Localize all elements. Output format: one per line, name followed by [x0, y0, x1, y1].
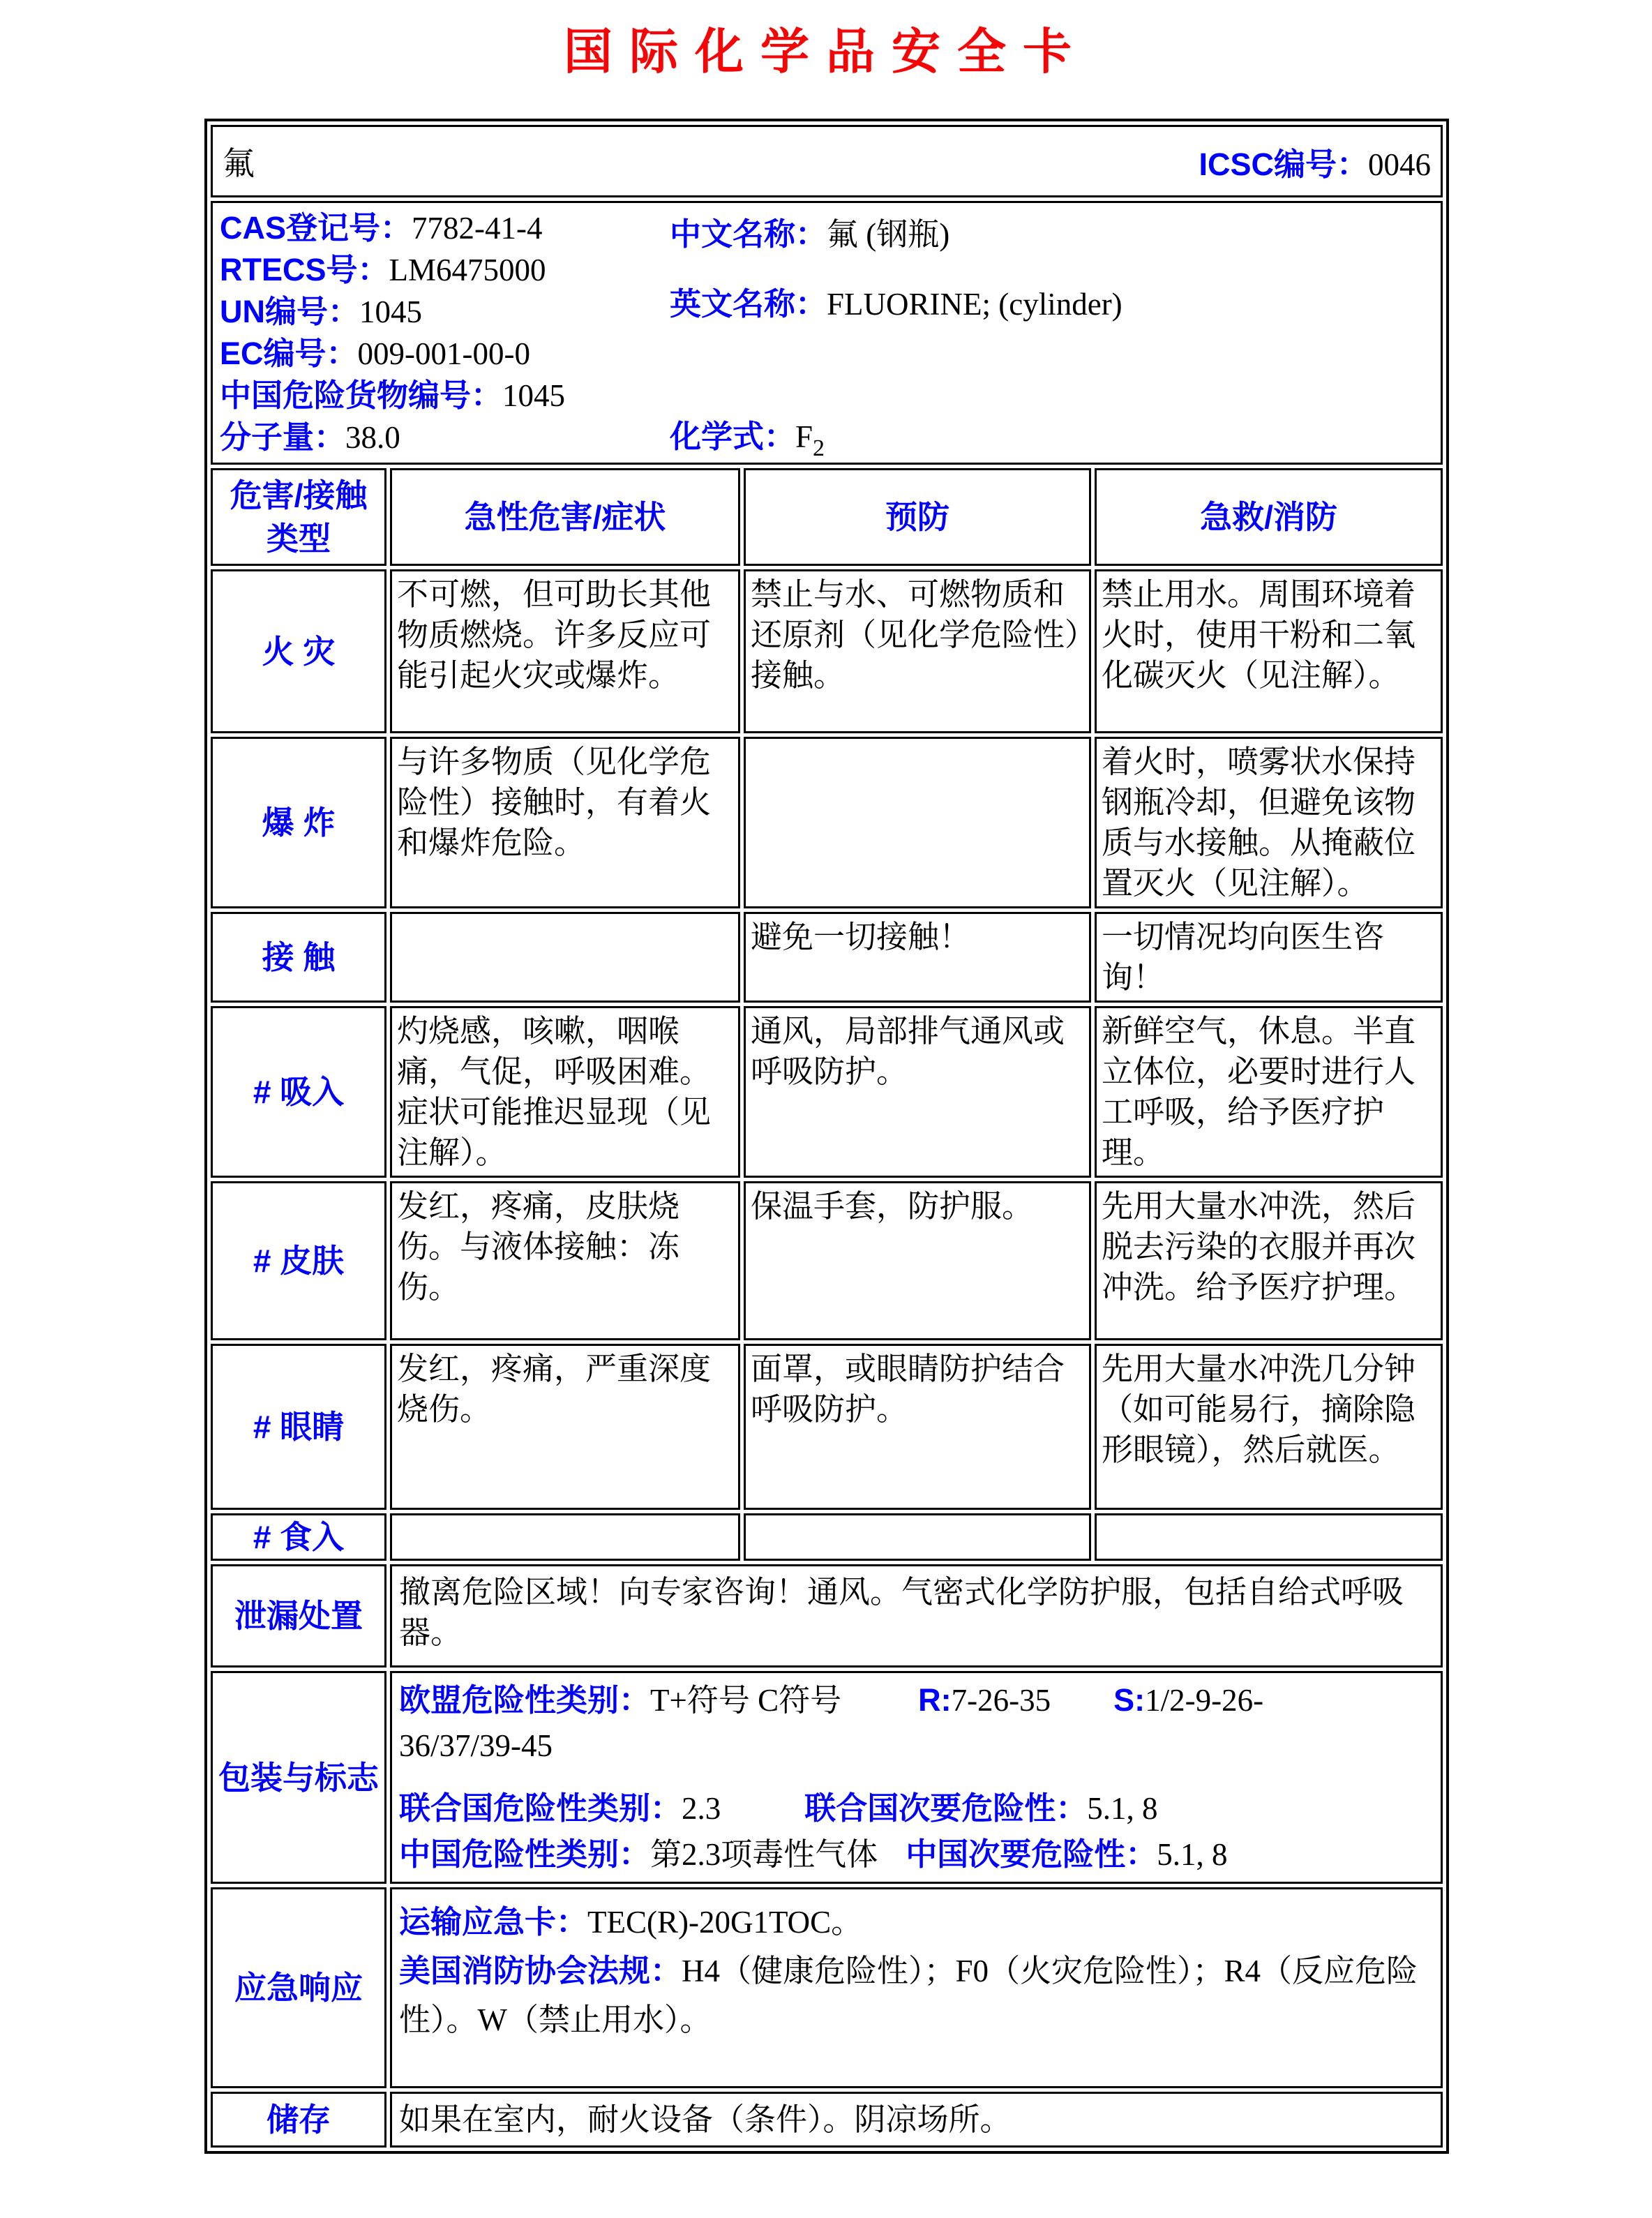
emergency-content	[390, 1887, 1443, 2088]
table-row-ingestion	[211, 1513, 1443, 1561]
eyes-firstaid: 先用大量水冲洗几分钟（如可能易行，摘除隐形眼镜），然后就医。	[1095, 1344, 1443, 1510]
header-firstaid-firefighting: 急救/消防	[1095, 468, 1443, 566]
english-name-label: 英文名称：	[670, 286, 827, 322]
fire-prevention: 禁止与水、可燃物质和还原剂（见化学危险性）接触。	[744, 569, 1091, 733]
table-row-spillage	[211, 1564, 1443, 1668]
packaging-content	[390, 1671, 1443, 1884]
chemical-formula-subscript: 2	[813, 435, 825, 461]
chemical-formula-base: F	[795, 419, 813, 454]
nfpa-code-value: H4（健康危险性）；F0（火灾危险性）；R4（反应危险性）。W（禁止用水）。	[399, 1954, 1418, 2037]
row-label-packaging: 包装与标志	[211, 1671, 386, 1884]
table-row-packaging	[211, 1671, 1443, 1884]
china-subsidiary-risks-label: 中国次要危险性：	[906, 1836, 1157, 1872]
eyes-prevention: 面罩，或眼睛防护结合呼吸防护。	[744, 1344, 1091, 1510]
table-row-eyes	[211, 1344, 1443, 1510]
transport-emergency-card-value: TEC(R)-20G1TOC。	[587, 1905, 863, 1940]
icsc-number-label: ICSC编号：	[1199, 146, 1368, 182]
un-hazard-class-value: 2.3	[682, 1791, 721, 1826]
icsc-number-value: 0046	[1368, 147, 1431, 182]
s-phrases-value-continued: 36/37/39-45	[399, 1728, 553, 1763]
table-row-skin	[211, 1181, 1443, 1340]
china-dg-number-line	[220, 375, 1434, 417]
table-row-storage	[211, 2092, 1443, 2148]
cas-number-label: CAS登记号：	[220, 210, 412, 246]
header-acute-hazards: 急性危害/症状	[390, 468, 740, 566]
row-label-exposure: 接 触	[211, 912, 386, 1003]
skin-firstaid: 先用大量水冲洗，然后脱去污染的衣服并再次冲洗。给予医疗护理。	[1095, 1181, 1443, 1340]
exposure-firstaid: 一切情况均向医生咨询！	[1095, 912, 1443, 1003]
nfpa-code-line	[399, 1947, 1434, 2044]
header-hazard-type-line1: 危害/接触	[230, 477, 368, 514]
molecular-weight-value: 38.0	[345, 420, 400, 455]
row-label-emergency: 应急响应	[211, 1887, 386, 2088]
table-row-explosion	[211, 737, 1443, 908]
s-phrases-value: 1/2-9-26-	[1145, 1683, 1264, 1718]
packaging-un-line	[399, 1785, 1434, 1831]
eu-hazard-class-value: T+符号 C符号	[650, 1683, 842, 1718]
molecular-weight-label: 分子量：	[220, 419, 346, 455]
un-number-label: UN编号：	[220, 294, 359, 329]
header-prevention: 预防	[744, 468, 1091, 566]
china-dg-number-value: 1045	[502, 378, 566, 413]
header-hazard-type-line2: 类型	[266, 520, 331, 557]
table-header-row	[211, 468, 1443, 566]
eyes-symptoms: 发红，疼痛，严重深度烧伤。	[390, 1344, 740, 1510]
icsc-number-group	[1199, 139, 1431, 184]
chinese-name-line	[670, 209, 949, 254]
transport-emergency-card-line	[399, 1898, 1434, 1947]
table-row-inhalation	[211, 1006, 1443, 1178]
ec-number-line	[220, 333, 1434, 375]
ec-number-label: EC编号：	[220, 336, 358, 371]
header-hazard-type	[211, 468, 386, 566]
china-subsidiary-risks-value: 5.1, 8	[1157, 1837, 1228, 1872]
row-label-storage: 储存	[211, 2092, 386, 2148]
ingestion-prevention	[744, 1513, 1091, 1561]
chinese-name-label: 中文名称：	[670, 216, 827, 252]
un-subsidiary-risks-value: 5.1, 8	[1087, 1791, 1158, 1826]
table-row-fire	[211, 569, 1443, 733]
row-label-inhalation: # 吸入	[211, 1006, 386, 1178]
explosion-prevention	[744, 737, 1091, 908]
row-label-skin: # 皮肤	[211, 1181, 386, 1340]
ingestion-firstaid	[1095, 1513, 1443, 1561]
cas-number-value: 7782-41-4	[412, 211, 543, 246]
nfpa-code-label: 美国消防协会法规：	[399, 1953, 682, 1988]
row-label-eyes: # 眼睛	[211, 1344, 386, 1510]
row-label-ingestion: # 食入	[211, 1513, 386, 1561]
page-title: 国际化学品安全卡	[564, 26, 1088, 80]
identifiers-section	[211, 201, 1443, 465]
packaging-eu-line	[399, 1677, 1434, 1723]
chinese-name-value: 氟 (钢瓶)	[827, 217, 950, 252]
china-hazard-class-value: 第2.3项毒性气体	[650, 1837, 878, 1872]
packaging-china-line	[399, 1831, 1434, 1878]
table-row-exposure	[211, 912, 1443, 1003]
exposure-symptoms	[390, 912, 740, 1003]
ingestion-symptoms	[390, 1513, 740, 1561]
inhalation-symptoms: 灼烧感，咳嗽，咽喉痛，气促，呼吸困难。症状可能推迟显现（见注解）。	[390, 1006, 740, 1178]
english-name-line	[670, 278, 1122, 324]
chemical-formula-label: 化学式：	[670, 419, 796, 454]
substance-name: 氟	[223, 146, 255, 181]
rtecs-number-value: LM6475000	[389, 253, 546, 287]
explosion-symptoms: 与许多物质（见化学危险性）接触时，有着火和爆炸危险。	[390, 737, 740, 908]
storage-content: 如果在室内，耐火设备（条件）。阴凉场所。	[390, 2092, 1443, 2148]
china-hazard-class-label: 中国危险性类别：	[399, 1836, 651, 1872]
rtecs-number-label: RTECS号：	[220, 252, 389, 287]
r-phrases-value: 7-26-35	[951, 1683, 1051, 1718]
un-subsidiary-risks-label: 联合国次要危险性：	[804, 1790, 1088, 1826]
inhalation-prevention: 通风，局部排气通风或呼吸防护。	[744, 1006, 1091, 1178]
r-phrases-label: R:	[918, 1682, 952, 1718]
chemical-formula-line	[670, 411, 825, 462]
molecular-weight-line	[220, 417, 1434, 458]
china-dg-number-label: 中国危险货物编号：	[220, 377, 503, 413]
fire-firstaid: 禁止用水。周围环境着火时，使用干粉和二氧化碳灭火（见注解）。	[1095, 569, 1443, 733]
un-hazard-class-label: 联合国危险性类别：	[399, 1790, 682, 1826]
fire-symptoms: 不可燃，但可助长其他物质燃烧。许多反应可能引起火灾或爆炸。	[390, 569, 740, 733]
row-label-spillage: 泄漏处置	[211, 1564, 386, 1668]
skin-symptoms: 发红，疼痛，皮肤烧伤。与液体接触：冻伤。	[390, 1181, 740, 1340]
explosion-firstaid: 着火时，喷雾状水保持钢瓶冷却，但避免该物质与水接触。从掩蔽位置灭火（见注解）。	[1095, 737, 1443, 908]
s-phrases-label: S:	[1113, 1682, 1146, 1718]
transport-emergency-card-label: 运输应急卡：	[399, 1904, 588, 1940]
exposure-prevention: 避免一切接触！	[744, 912, 1091, 1003]
spillage-content: 撤离危险区域！向专家咨询！通风。气密式化学防护服，包括自给式呼吸器。	[390, 1564, 1443, 1668]
skin-prevention: 保温手套，防护服。	[744, 1181, 1091, 1340]
safety-card	[204, 119, 1449, 2154]
inhalation-firstaid: 新鲜空气，休息。半直立体位，必要时进行人工呼吸，给予医疗护理。	[1095, 1006, 1443, 1178]
table-row-emergency	[211, 1887, 1443, 2088]
row-label-fire: 火 灾	[211, 569, 386, 733]
eu-hazard-class-label: 欧盟危险性类别：	[399, 1682, 651, 1718]
row-label-explosion: 爆 炸	[211, 737, 386, 908]
card-header	[211, 125, 1443, 197]
packaging-s-continuation-line	[399, 1723, 1434, 1769]
un-number-value: 1045	[359, 294, 422, 329]
english-name-value: FLUORINE; (cylinder)	[827, 287, 1122, 322]
ec-number-value: 009-001-00-0	[357, 336, 530, 371]
